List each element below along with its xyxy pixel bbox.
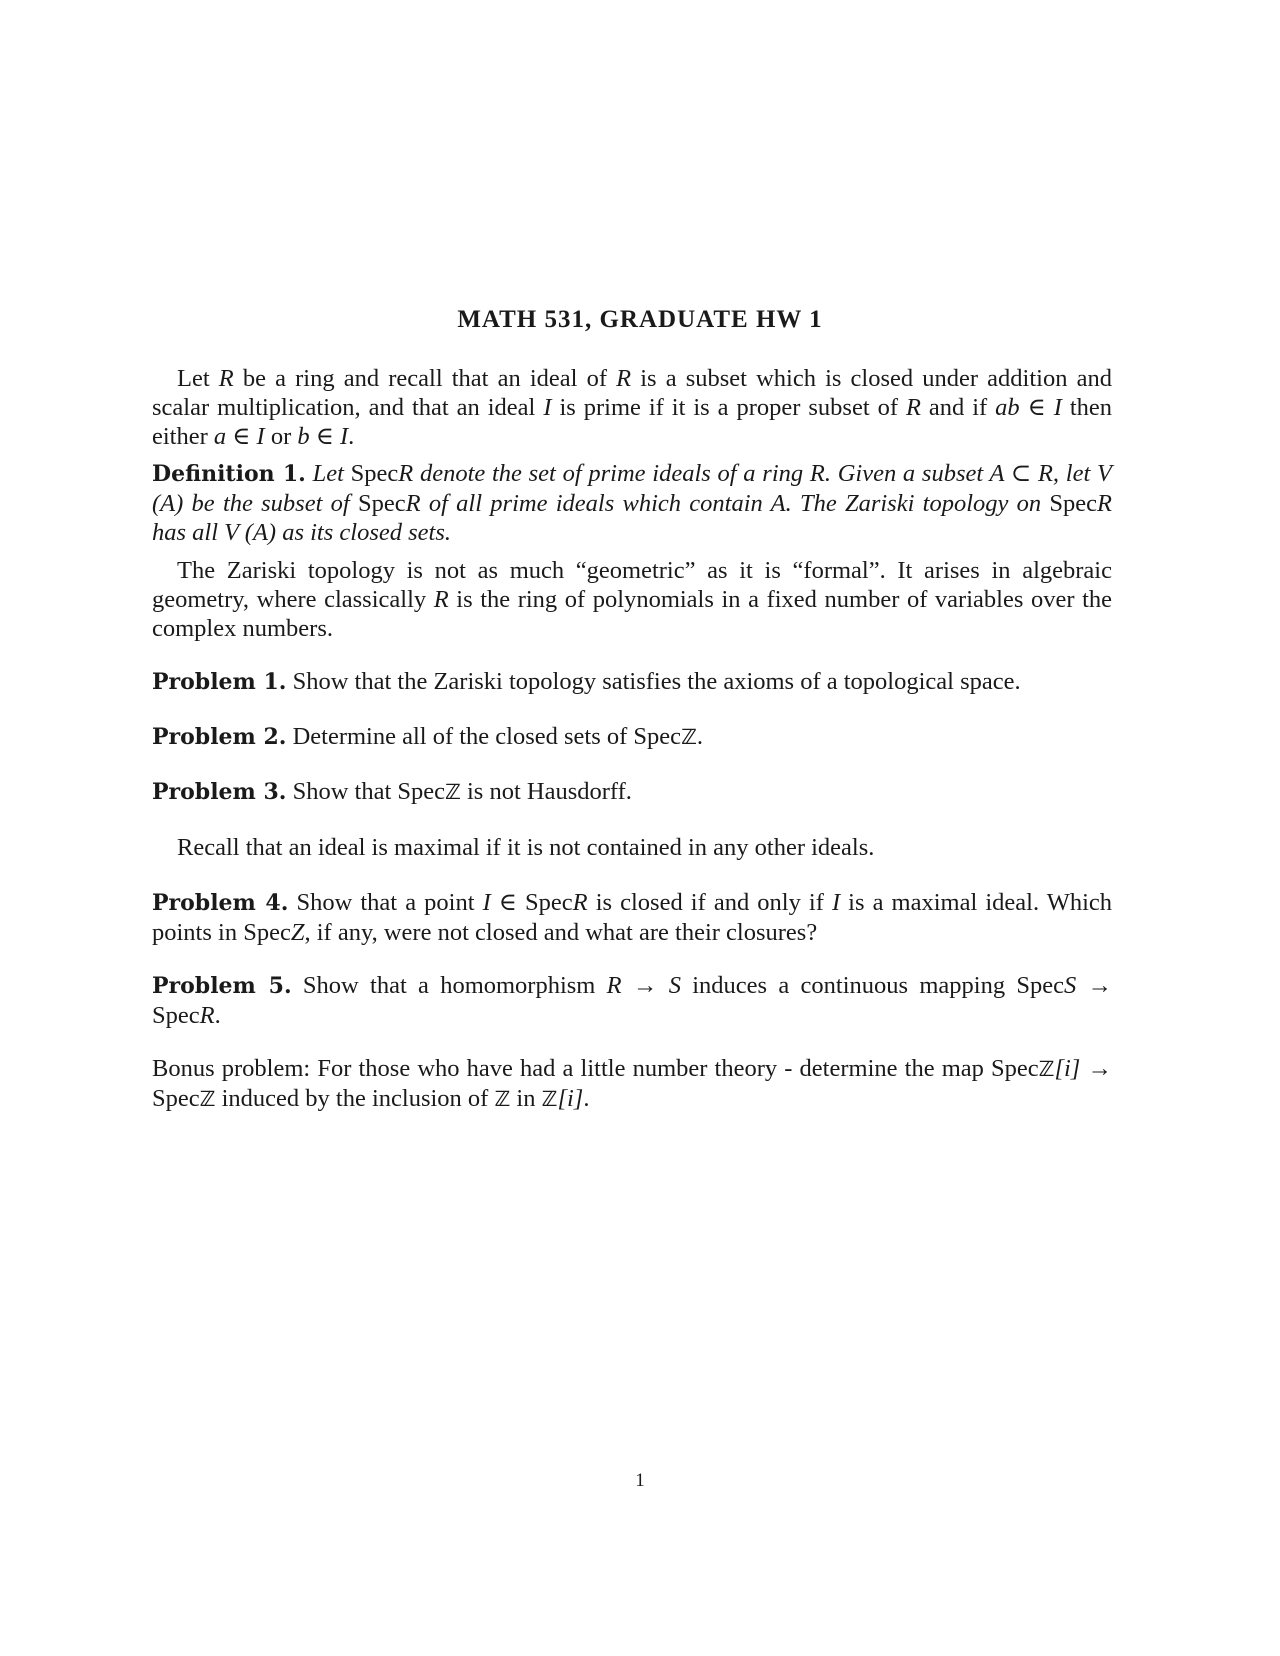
text: . Given a subset [824,460,990,487]
problem-label: Problem 4. [152,890,289,916]
math-var: R [905,394,921,421]
text: Let [177,365,219,392]
math-expr: V (A) [224,519,277,546]
problem-1 [152,667,1112,697]
math-var: I [831,889,841,916]
text: induces a continuous mapping Spec [680,972,1064,999]
blackboard-z: ℤ [681,725,697,749]
math-expr: A ⊂ R, [989,460,1060,487]
problem-text: Show that Spec [292,778,446,805]
problem-2 [152,722,1112,752]
bonus-problem [152,1054,1112,1114]
math-expr: b ∈ I [297,423,349,450]
text: , if any, were not closed and what are their closures? [304,919,818,946]
problem-text: Determine all of the closed sets of Spec [292,723,682,750]
text: then either [152,394,1112,450]
text: is closed if and only if [587,889,832,916]
math-var: R [616,365,632,392]
math-var: Z [290,919,305,946]
blackboard-z: ℤ [1038,1057,1055,1081]
blackboard-z: ℤ [541,1087,558,1111]
text: is the ring of polynomials in a fixed number of variables over the complex numbers. [152,586,1113,642]
math-var: R [433,586,449,613]
page-number: 1 [635,1470,645,1491]
text: is a maximal ideal. Which points in Spec [152,889,1113,946]
problem-text: Show that the Zariski topology satisfies the axioms of a topological space. [292,668,1021,695]
text: is prime if it is a proper subset of [551,394,906,421]
math-var: A [770,490,786,517]
math-var: R [1097,490,1113,517]
text: be a ring and recall that an ideal of [233,365,617,392]
text: . [696,723,704,750]
text: Spec [357,490,406,517]
text: . [348,423,355,450]
text: induced by the inclusion of [215,1085,495,1112]
problem-label: Problem 2. [152,724,287,750]
math-expr: R → S [606,972,681,999]
text: as its closed sets. [276,519,451,546]
math-var: R [398,460,414,487]
text: Let [312,460,351,487]
problem-3 [152,777,1112,807]
math-expr: [i] [1054,1055,1081,1082]
text: The Zariski topology is not as much “geometric” as it is “formal”. It arises in algebraic geometry, where classically [152,557,1112,613]
math-expr: I ∈ [482,889,526,916]
zariski-paragraph [152,556,1112,643]
problem-5 [152,971,1112,1030]
text: or [264,423,298,450]
text: . The Zariski topology on [785,490,1050,517]
problem-label: Problem 3. [152,779,287,805]
arrow-symbol: → [1076,972,1113,999]
math-expr: [i] [557,1085,584,1112]
text: and if [920,394,996,421]
math-expr: ab ∈ I [995,394,1062,421]
text: in [510,1085,542,1112]
math-var: R [809,460,825,487]
math-var: R [199,1002,215,1029]
problem-text: Show that a homomorphism [302,972,607,999]
problem-text: Show that a point [296,889,483,916]
blackboard-z: ℤ [445,780,461,804]
math-var: R [572,889,588,916]
text: has all [152,519,225,546]
math-expr: a ∈ I [213,423,265,450]
text: . [214,1002,221,1029]
problem-4 [152,888,1112,947]
text: Spec [350,460,399,487]
text: let [1059,460,1098,487]
text: is a subset which is closed under addition and scalar multiplication, and that an ideal [152,365,1112,421]
intro-paragraph [152,364,1112,451]
problem-label: Problem 1. [152,669,287,695]
document-title: MATH 531, GRADUATE HW 1 [457,306,823,333]
text: Spec [1049,490,1098,517]
math-var: S [1063,972,1077,999]
text: be the subset of [183,490,358,517]
math-expr: V (A) [152,460,1112,517]
math-var: R [405,490,421,517]
definition-label: Definition 1. [152,461,306,487]
text: Recall that an ideal is maximal if it is not contained in any other ideals. [177,834,875,861]
text: of all prime ideals which contain [420,490,771,517]
text: . [583,1085,590,1112]
blackboard-z: ℤ [494,1087,511,1111]
math-var: I [543,394,552,421]
text: Spec [152,1002,200,1029]
math-var: R [218,365,234,392]
problem-label: Problem 5. [152,973,292,999]
text: is not Hausdorff. [460,778,632,805]
definition-1 [152,459,1112,547]
blackboard-z: ℤ [199,1087,216,1111]
recall-paragraph [152,833,1112,862]
text: → Spec [152,1055,1112,1112]
text: denote the set of prime ideals of a ring [413,460,810,487]
bonus-text: Bonus problem: For those who have had a little number theory - determine the map Spec [152,1055,1039,1082]
text: Spec [525,889,573,916]
